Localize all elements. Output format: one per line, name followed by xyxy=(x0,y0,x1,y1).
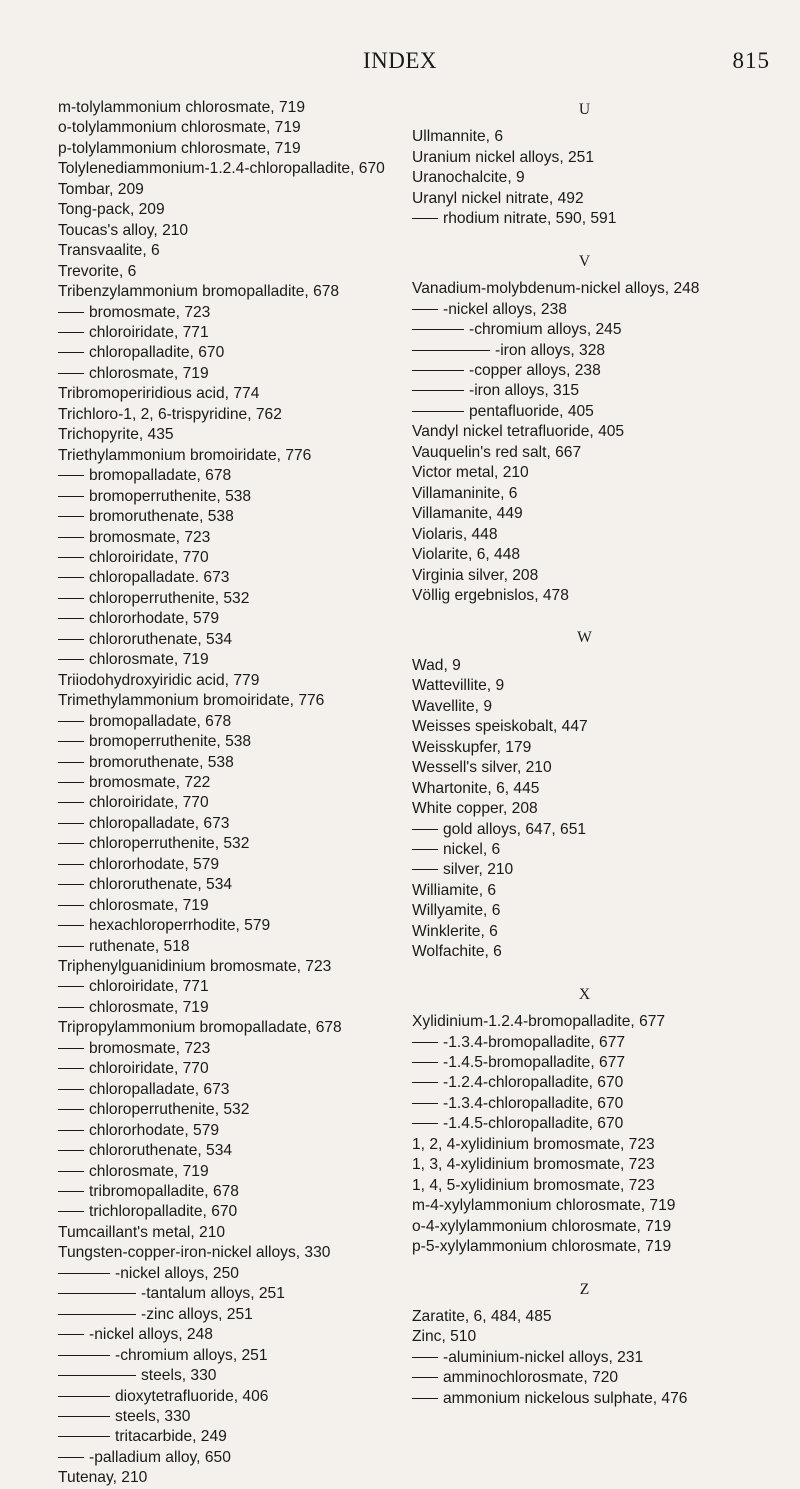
section-gap xyxy=(412,1258,757,1278)
index-subentry xyxy=(58,487,394,507)
subentry-text: -1.3.4-chloropalladite, 670 xyxy=(443,1094,624,1112)
ditto-dash xyxy=(58,598,84,599)
index-entry: Transvaalite, 6 xyxy=(58,242,160,260)
index-subentry xyxy=(412,1033,757,1053)
ditto-dash xyxy=(58,905,84,906)
subentry-text: ammonium nickelous sulphate, 476 xyxy=(443,1389,688,1407)
index-entry: Tribromoperiridious acid, 774 xyxy=(58,385,260,403)
subentry-text: chloroperruthenite, 532 xyxy=(89,589,250,607)
subentry-text: dioxytetrafluoride, 406 xyxy=(115,1387,269,1405)
index-subentry xyxy=(412,860,757,880)
subentry-text: -tantalum alloys, 251 xyxy=(141,1285,285,1303)
subentry-text: bromosmate, 723 xyxy=(89,1039,211,1057)
ditto-dash xyxy=(412,411,464,412)
subentry-text: gold alloys, 647, 651 xyxy=(443,820,587,838)
ditto-dash xyxy=(58,1211,84,1212)
index-subentry xyxy=(58,303,394,323)
subentry-text: -copper alloys, 238 xyxy=(469,361,601,379)
index-subentry xyxy=(58,1325,394,1345)
ditto-dash xyxy=(412,218,438,219)
subentry-text: chlororuthenate, 534 xyxy=(89,630,233,648)
ditto-dash xyxy=(58,986,84,987)
subentry-text: amminochlorosmate, 720 xyxy=(443,1369,619,1387)
index-subentry xyxy=(58,1080,394,1100)
ditto-dash xyxy=(58,1007,84,1008)
index-subentry xyxy=(58,1059,394,1079)
index-entry: Virginia silver, 208 xyxy=(412,566,539,584)
ditto-dash xyxy=(412,1398,438,1399)
section-gap xyxy=(412,230,757,250)
index-subentry xyxy=(412,820,757,840)
index-subentry xyxy=(58,1141,394,1161)
ditto-dash xyxy=(58,1314,136,1315)
index-subentry xyxy=(58,507,394,527)
ditto-dash xyxy=(58,1396,110,1397)
subentry-text: chloroiridate, 770 xyxy=(89,548,209,566)
ditto-dash xyxy=(412,309,438,310)
index-entry: Tribenzylammonium bromopalladite, 678 xyxy=(58,283,340,301)
index-subentry xyxy=(58,323,394,343)
index-entry: Toucas's alloy, 210 xyxy=(58,221,189,239)
index-entry: Weisses speiskobalt, 447 xyxy=(412,718,588,736)
subentry-text: -nickel alloys, 248 xyxy=(89,1326,213,1344)
index-subentry xyxy=(58,773,394,793)
subentry-text: chloropalladate, 673 xyxy=(89,814,230,832)
subentry-text: chloropalladate, 673 xyxy=(89,1080,230,1098)
index-entry: Violaris, 448 xyxy=(412,525,498,543)
index-entry: Wavellite, 9 xyxy=(412,697,493,715)
index-subentry xyxy=(58,1407,394,1427)
subentry-text: bromoperruthenite, 538 xyxy=(89,733,252,751)
index-subentry xyxy=(58,916,394,936)
index-subentry xyxy=(412,1348,757,1368)
subentry-text: nickel, 6 xyxy=(443,840,501,858)
index-entry: Willyamite, 6 xyxy=(412,902,501,920)
index-entry: Triiodohydroxyiridic acid, 779 xyxy=(58,671,260,689)
ditto-dash xyxy=(58,639,84,640)
index-entry: Triethylammonium bromoiridate, 776 xyxy=(58,446,312,464)
ditto-dash xyxy=(58,1436,110,1437)
index-entry: Villamanite, 449 xyxy=(412,505,523,523)
index-subentry xyxy=(58,1284,394,1304)
section-letter-heading: Z xyxy=(579,1280,590,1298)
ditto-dash xyxy=(58,925,84,926)
subentry-text: bromosmate, 723 xyxy=(89,303,211,321)
subentry-text: hexachloroperrhodite, 579 xyxy=(89,917,271,935)
index-subentry xyxy=(58,589,394,609)
index-entry: Uranochalcite, 9 xyxy=(412,169,525,187)
ditto-dash xyxy=(412,869,438,870)
index-subentry xyxy=(58,630,394,650)
index-subentry xyxy=(412,320,757,340)
index-subentry xyxy=(58,977,394,997)
index-subentry xyxy=(58,875,394,895)
index-entry: Uranium nickel alloys, 251 xyxy=(412,148,595,166)
ditto-dash xyxy=(58,577,84,578)
index-entry: Tungsten-copper-iron-nickel alloys, 330 xyxy=(58,1244,331,1262)
subentry-text: -iron alloys, 328 xyxy=(495,341,606,359)
index-subentry xyxy=(58,1039,394,1059)
index-entry: Trimethylammonium bromoiridate, 776 xyxy=(58,692,325,710)
subentry-text: chlororhodate, 579 xyxy=(89,855,220,873)
subentry-text: chlororhodate, 579 xyxy=(89,1121,220,1139)
ditto-dash xyxy=(58,1191,84,1192)
index-entry: Villamaninite, 6 xyxy=(412,484,518,502)
index-subentry xyxy=(58,1366,394,1386)
ditto-dash xyxy=(412,370,464,371)
index-entry: Wessell's silver, 210 xyxy=(412,759,552,777)
index-subentry xyxy=(412,361,757,381)
ditto-dash xyxy=(412,1357,438,1358)
ditto-dash xyxy=(58,332,84,333)
index-entry: o-4-xylylammonium chlorosmate, 719 xyxy=(412,1217,672,1235)
index-subentry xyxy=(58,466,394,486)
index-entry: Wolfachite, 6 xyxy=(412,943,502,961)
index-entry: 1, 3, 4-xylidinium bromosmate, 723 xyxy=(412,1156,655,1174)
index-subentry xyxy=(58,1305,394,1325)
index-subentry xyxy=(58,364,394,384)
index-entry: Tutenay, 210 xyxy=(58,1469,148,1487)
index-subentry xyxy=(412,840,757,860)
index-subentry xyxy=(58,1387,394,1407)
subentry-text: -nickel alloys, 250 xyxy=(115,1264,239,1282)
index-subentry xyxy=(58,1427,394,1447)
subentry-text: tribromopalladite, 678 xyxy=(89,1183,239,1201)
index-subentry xyxy=(412,1094,757,1114)
ditto-dash xyxy=(412,1103,438,1104)
index-subentry xyxy=(412,1114,757,1134)
subentry-text: -nickel alloys, 238 xyxy=(443,300,567,318)
index-subentry xyxy=(58,609,394,629)
subentry-text: chloroiridate, 770 xyxy=(89,794,209,812)
index-entry: White copper, 208 xyxy=(412,800,538,818)
ditto-dash xyxy=(58,1416,110,1417)
index-subentry xyxy=(58,855,394,875)
subentry-text: chlorosmate, 719 xyxy=(89,364,209,382)
ditto-dash xyxy=(58,946,84,947)
index-subentry xyxy=(412,402,757,422)
index-entry: Vanadium-molybdenum-nickel alloys, 248 xyxy=(412,280,700,298)
subentry-text: silver, 210 xyxy=(443,861,514,879)
ditto-dash xyxy=(58,1150,84,1151)
index-subentry xyxy=(58,1182,394,1202)
index-subentry xyxy=(58,568,394,588)
index-entry: Tolylenediammonium-1.2.4-chloropalladite, 670 xyxy=(58,160,385,178)
index-subentry xyxy=(58,528,394,548)
section-letter-heading: W xyxy=(577,629,592,647)
index-entry: Zaratite, 6, 484, 485 xyxy=(412,1308,552,1326)
ditto-dash xyxy=(58,1171,84,1172)
section-letter-heading: U xyxy=(578,101,591,118)
subentry-text: chlorosmate, 719 xyxy=(89,1162,209,1180)
index-entry: Tong-pack, 209 xyxy=(58,201,165,219)
ditto-dash xyxy=(412,1062,438,1063)
index-entry: Zinc, 510 xyxy=(412,1328,477,1346)
index-entry: Violarite, 6, 448 xyxy=(412,546,521,564)
ditto-dash xyxy=(58,721,84,722)
subentry-text: -palladium alloy, 650 xyxy=(89,1448,231,1466)
index-subentry xyxy=(58,753,394,773)
index-entry: Trevorite, 6 xyxy=(58,262,137,280)
subentry-text: -1.4.5-bromopalladite, 677 xyxy=(443,1054,626,1072)
index-entry: Weisskupfer, 179 xyxy=(412,738,532,756)
subentry-text: -1.2.4-chloropalladite, 670 xyxy=(443,1074,624,1092)
ditto-dash xyxy=(58,1089,84,1090)
index-subentry xyxy=(58,834,394,854)
index-entry: o-tolylammonium chlorosmate, 719 xyxy=(58,119,301,137)
ditto-dash xyxy=(58,1375,136,1376)
ditto-dash xyxy=(58,884,84,885)
subentry-text: chloroiridate, 771 xyxy=(89,978,209,996)
ditto-dash xyxy=(58,843,84,844)
index-entry: Vauquelin's red salt, 667 xyxy=(412,443,582,461)
index-entry: Victor metal, 210 xyxy=(412,464,529,482)
index-entry: Wattevillite, 9 xyxy=(412,677,505,695)
ditto-dash xyxy=(58,864,84,865)
index-entry: Tumcaillant's metal, 210 xyxy=(58,1223,226,1241)
index-entry: Winklerite, 6 xyxy=(412,922,498,940)
index-entry: Völlig ergebnislos, 478 xyxy=(412,586,569,604)
subentry-text: chloroperruthenite, 532 xyxy=(89,1101,250,1119)
index-subentry xyxy=(58,937,394,957)
subentry-text: chloropalladate. 673 xyxy=(89,569,230,587)
ditto-dash xyxy=(412,849,438,850)
ditto-dash xyxy=(412,1123,438,1124)
ditto-dash xyxy=(412,1082,438,1083)
subentry-text: bromopalladate, 678 xyxy=(89,712,232,730)
ditto-dash xyxy=(58,802,84,803)
subentry-text: -1.4.5-chloropalladite, 670 xyxy=(443,1115,624,1133)
ditto-dash xyxy=(58,741,84,742)
index-subentry xyxy=(412,209,757,229)
ditto-dash xyxy=(58,475,84,476)
index-entry: Xylidinium-1.2.4-bromopalladite, 677 xyxy=(412,1013,666,1031)
section-letter-heading: X xyxy=(578,985,591,1003)
index-subentry xyxy=(58,548,394,568)
subentry-text: chlorosmate, 719 xyxy=(89,998,209,1016)
ditto-dash xyxy=(58,618,84,619)
subentry-text: chlororhodate, 579 xyxy=(89,610,220,628)
index-entry: Ullmannite, 6 xyxy=(412,128,504,146)
index-subentry xyxy=(58,1264,394,1284)
ditto-dash xyxy=(58,496,84,497)
subentry-text: bromopalladate, 678 xyxy=(89,467,232,485)
page-number: 815 xyxy=(732,48,770,73)
ditto-dash xyxy=(58,1457,84,1458)
index-entry: Williamite, 6 xyxy=(412,881,497,899)
ditto-dash xyxy=(412,350,490,351)
section-letter-heading: V xyxy=(578,252,591,270)
index-subentry xyxy=(58,1448,394,1468)
subentry-text: chlorosmate, 719 xyxy=(89,896,209,914)
index-subentry xyxy=(412,1073,757,1093)
subentry-text: trichloropalladite, 670 xyxy=(89,1203,238,1221)
subentry-text: -1.3.4-bromopalladite, 677 xyxy=(443,1033,626,1051)
index-subentry xyxy=(58,650,394,670)
index-subentry xyxy=(412,341,757,361)
index-subentry xyxy=(58,1202,394,1222)
index-subentry xyxy=(412,1389,757,1409)
ditto-dash xyxy=(58,1068,84,1069)
index-entry: Uranyl nickel nitrate, 492 xyxy=(412,189,584,207)
index-entry: m-4-xylylammonium chlorosmate, 719 xyxy=(412,1197,676,1215)
index-subentry xyxy=(58,343,394,363)
ditto-dash xyxy=(58,1334,84,1335)
index-subentry xyxy=(412,1053,757,1073)
ditto-dash xyxy=(58,516,84,517)
page-title: INDEX xyxy=(362,48,438,73)
ditto-dash xyxy=(412,829,438,830)
ditto-dash xyxy=(58,1293,136,1294)
ditto-dash xyxy=(58,312,84,313)
left-index-column xyxy=(58,98,394,1489)
ditto-dash xyxy=(412,390,464,391)
subentry-text: steels, 330 xyxy=(115,1408,191,1425)
subentry-text: chloroperruthenite, 532 xyxy=(89,835,250,853)
subentry-text: bromoruthenate, 538 xyxy=(89,508,234,526)
subentry-text: chloroiridate, 771 xyxy=(89,323,209,341)
subentry-text: steels, 330 xyxy=(141,1367,217,1385)
index-subentry xyxy=(412,1368,757,1388)
index-entry: Whartonite, 6, 445 xyxy=(412,779,540,797)
index-entry: 1, 4, 5-xylidinium bromosmate, 723 xyxy=(412,1176,655,1194)
index-subentry xyxy=(58,732,394,752)
subentry-text: -aluminium-nickel alloys, 231 xyxy=(443,1348,644,1366)
subentry-text: chlororuthenate, 534 xyxy=(89,876,233,894)
ditto-dash xyxy=(58,373,84,374)
ditto-dash xyxy=(58,1130,84,1131)
ditto-dash xyxy=(58,557,84,558)
index-subentry xyxy=(58,814,394,834)
subentry-text: -zinc alloys, 251 xyxy=(141,1305,253,1323)
index-entry: p-5-xylylammonium chlorosmate, 719 xyxy=(412,1238,672,1256)
subentry-text: tritacarbide, 249 xyxy=(115,1428,227,1446)
index-subentry xyxy=(58,896,394,916)
subentry-text: chlororuthenate, 534 xyxy=(89,1142,233,1160)
ditto-dash xyxy=(412,1377,438,1378)
index-subentry xyxy=(58,1121,394,1141)
subentry-text: bromosmate, 722 xyxy=(89,773,211,791)
index-entry: Trichloro-1, 2, 6-trispyridine, 762 xyxy=(58,405,282,423)
right-index-column xyxy=(412,98,757,1409)
subentry-text: bromoruthenate, 538 xyxy=(89,753,234,771)
ditto-dash xyxy=(58,1355,110,1356)
ditto-dash xyxy=(58,782,84,783)
index-subentry xyxy=(58,1100,394,1120)
ditto-dash xyxy=(58,823,84,824)
ditto-dash xyxy=(58,352,84,353)
subentry-text: rhodium nitrate, 590, 591 xyxy=(443,210,617,228)
index-subentry xyxy=(58,793,394,813)
subentry-text: chloropalladite, 670 xyxy=(89,344,225,362)
section-gap xyxy=(412,606,757,626)
ditto-dash xyxy=(412,329,464,330)
index-subentry xyxy=(58,1162,394,1182)
index-entry: m-tolylammonium chlorosmate, 719 xyxy=(58,99,305,116)
ditto-dash xyxy=(58,1109,84,1110)
index-entry: Tripropylammonium bromopalladate, 678 xyxy=(58,1019,342,1037)
index-entry: Vandyl nickel tetrafluoride, 405 xyxy=(412,423,625,441)
index-entry: p-tolylammonium chlorosmate, 719 xyxy=(58,139,301,157)
index-subentry xyxy=(58,1346,394,1366)
index-subentry xyxy=(58,712,394,732)
subentry-text: bromosmate, 723 xyxy=(89,528,211,546)
subentry-text: pentafluoride, 405 xyxy=(469,402,594,420)
ditto-dash xyxy=(412,1042,438,1043)
subentry-text: bromoperruthenite, 538 xyxy=(89,487,252,505)
section-gap xyxy=(412,963,757,983)
index-subentry xyxy=(412,300,757,320)
subentry-text: chlorosmate, 719 xyxy=(89,651,209,669)
ditto-dash xyxy=(58,1273,110,1274)
index-entry: Wad, 9 xyxy=(412,656,461,674)
ditto-dash xyxy=(58,1048,84,1049)
index-entry: Trichopyrite, 435 xyxy=(58,426,174,444)
subentry-text: ruthenate, 518 xyxy=(89,937,190,955)
index-subentry xyxy=(58,998,394,1018)
subentry-text: chloroiridate, 770 xyxy=(89,1060,209,1078)
subentry-text: -chromium alloys, 251 xyxy=(115,1346,268,1364)
index-subentry xyxy=(412,381,757,401)
subentry-text: -chromium alloys, 245 xyxy=(469,321,622,339)
index-entry: Triphenylguanidinium bromosmate, 723 xyxy=(58,958,332,976)
subentry-text: -iron alloys, 315 xyxy=(469,382,580,400)
index-entry: Tombar, 209 xyxy=(58,180,144,198)
ditto-dash xyxy=(58,537,84,538)
index-entry: 1, 2, 4-xylidinium bromosmate, 723 xyxy=(412,1135,655,1153)
ditto-dash xyxy=(58,762,84,763)
ditto-dash xyxy=(58,659,84,660)
